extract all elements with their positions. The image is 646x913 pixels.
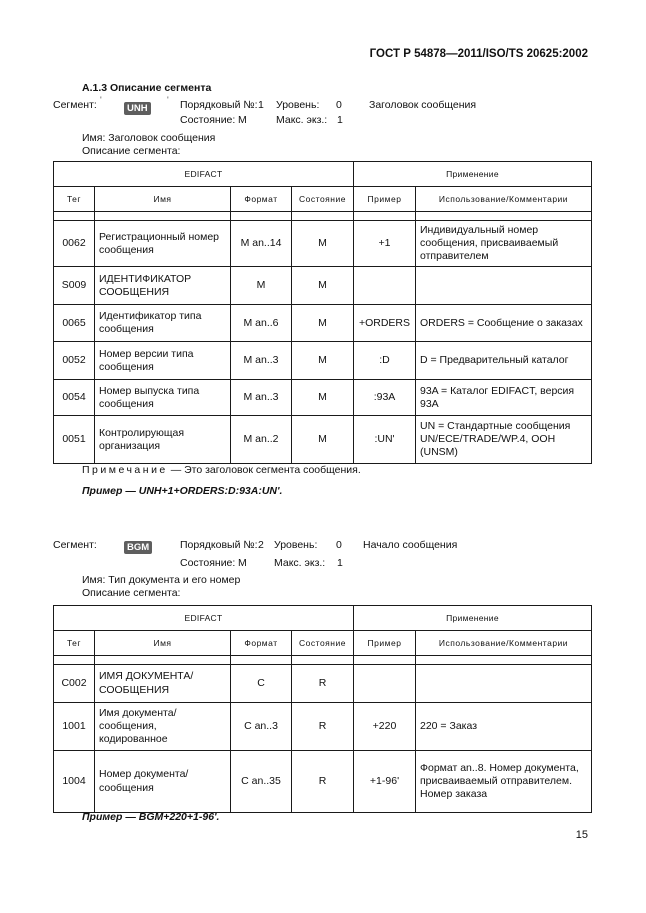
cell-format: M an..3 [231,380,292,416]
table-row [54,665,592,703]
cell-tag: 1001 [54,703,95,751]
cell-example: :UN' [354,416,416,464]
segment-label: Сегмент: [53,99,97,111]
cell-format: M an..3 [231,342,292,380]
cell-tag: C002 [54,665,95,703]
cell-state: M [292,305,354,342]
cell-comment: 93A = Каталог EDIFACT, версия 93A [416,380,592,416]
cell-comment: Индивидуальный номер сообщения, присваиваемый отправителем [416,221,592,267]
table-row [54,305,592,342]
example-unh: Пример — UNH+1+ORDERS:D:93A:UN'. [82,485,283,497]
cell-format: M [231,267,292,305]
note-key: Примечание [82,464,168,476]
table-row [54,221,592,267]
name-line [82,574,240,586]
group-application: Применение [354,606,592,631]
document-header: ГОСТ Р 54878—2011/ISO/TS 20625:2002 [369,48,588,60]
table-column-header [54,187,592,212]
col-state: Состояние [292,631,354,656]
cell-state: R [292,751,354,813]
cell-comment: ORDERS = Сообщение о заказах [416,305,592,342]
note-text: — Это заголовок сегмента сообщения. [167,464,361,476]
cell-tag: 1004 [54,751,95,813]
tick-mark: ' [100,95,102,105]
cell-name: Номер документа/сообщения [95,751,231,813]
cell-format: C [231,665,292,703]
table-group-header [54,162,592,187]
cell-name: Идентификатор типа сообщения [95,305,231,342]
cell-example: +220 [354,703,416,751]
description-label: Описание сегмента: [82,145,181,157]
cell-state: R [292,665,354,703]
segment-code-badge [124,102,151,115]
cell-comment: 220 = Заказ [416,703,592,751]
name-label: Имя: [82,574,106,586]
page-number: 15 [575,829,588,841]
group-application: Применение [354,162,592,187]
cell-state: M [292,221,354,267]
seq-no-value: 2 [258,539,264,551]
segment-title: Начало сообщения [363,539,458,551]
cell-format: M an..14 [231,221,292,267]
cell-name: Номер версии типа сообщения [95,342,231,380]
cell-example [354,267,416,305]
level-value: 0 [336,539,342,551]
segment-code: UNH [124,102,151,115]
cell-example: :93A [354,380,416,416]
max-occ-value: 1 [337,114,343,126]
state-value: M [238,114,247,126]
cell-format: C an..3 [231,703,292,751]
segment-code-badge [124,541,152,554]
note [82,464,361,476]
max-occ-label: Макс. экз.: [276,114,328,126]
name-value: Заголовок сообщения [108,132,216,144]
col-example: Пример [354,187,416,212]
table-spacer-row [54,656,592,665]
tick-mark: ' [167,95,169,105]
cell-state: M [292,380,354,416]
group-edifact: EDIFACT [54,606,354,631]
cell-example: +1 [354,221,416,267]
cell-comment [416,665,592,703]
segment-title: Заголовок сообщения [369,99,477,111]
cell-format: C an..35 [231,751,292,813]
col-comment: Использование/Комментарии [416,631,592,656]
segment-table-bgm [53,605,592,813]
cell-tag: 0051 [54,416,95,464]
cell-name: ИМЯ ДОКУМЕНТА/СООБЩЕНИЯ [95,665,231,703]
cell-state: R [292,703,354,751]
col-format: Формат [231,187,292,212]
col-name: Имя [95,187,231,212]
cell-name: Имя документа/сообщения, кодированное [95,703,231,751]
description-label: Описание сегмента: [82,587,181,599]
cell-state: M [292,342,354,380]
col-state: Состояние [292,187,354,212]
name-label: Имя: [82,132,106,144]
cell-state: M [292,267,354,305]
col-name: Имя [95,631,231,656]
cell-tag: 0065 [54,305,95,342]
col-example: Пример [354,631,416,656]
cell-comment: Формат an..8. Номер документа, присваиваемый отправителем. Номер заказа [416,751,592,813]
col-tag: Тег [54,187,95,212]
cell-example: +ORDERS [354,305,416,342]
segment-code: BGM [124,541,152,554]
seq-no-value: 1 [258,99,264,111]
table-row [54,416,592,464]
cell-name: ИДЕНТИФИКАТОР СООБЩЕНИЯ [95,267,231,305]
cell-comment: UN = Стандартные сообщения UN/ECE/TRADE/WP.4, OOH (UNSM) [416,416,592,464]
segment-table-unh [53,161,592,464]
cell-format: M an..2 [231,416,292,464]
state-label: Состояние: [180,557,236,569]
segment-label: Сегмент: [53,539,97,551]
col-tag: Тег [54,631,95,656]
seq-no-label: Порядковый №: [180,99,258,111]
state-label: Состояние: [180,114,236,126]
table-row [54,267,592,305]
table-row [54,342,592,380]
level-label: Уровень: [274,539,318,551]
cell-tag: S009 [54,267,95,305]
cell-comment: D = Предварительный каталог [416,342,592,380]
seq-no-label: Порядковый №: [180,539,258,551]
table-column-header [54,631,592,656]
cell-format: M an..6 [231,305,292,342]
name-value: Тип документа и его номер [108,574,241,586]
cell-tag: 0054 [54,380,95,416]
table-spacer-row [54,212,592,221]
table-row [54,703,592,751]
cell-tag: 0052 [54,342,95,380]
cell-state: M [292,416,354,464]
cell-example: +1-96' [354,751,416,813]
table-group-header [54,606,592,631]
cell-name: Контролирующая организация [95,416,231,464]
cell-comment [416,267,592,305]
section-title: А.1.3 Описание сегмента [82,82,212,94]
col-comment: Использование/Комментарии [416,187,592,212]
example-bgm: Пример — BGM+220+1-96'. [82,811,220,823]
col-format: Формат [231,631,292,656]
state-value: M [238,557,247,569]
table-row [54,380,592,416]
max-occ-label: Макс. экз.: [274,557,326,569]
max-occ-value: 1 [337,557,343,569]
name-line [82,132,215,144]
level-value: 0 [336,99,342,111]
table-row [54,751,592,813]
level-label: Уровень: [276,99,320,111]
cell-tag: 0062 [54,221,95,267]
cell-name: Номер выпуска типа сообщения [95,380,231,416]
cell-example: :D [354,342,416,380]
cell-name: Регистрационный номер сообщения [95,221,231,267]
group-edifact: EDIFACT [54,162,354,187]
cell-example [354,665,416,703]
